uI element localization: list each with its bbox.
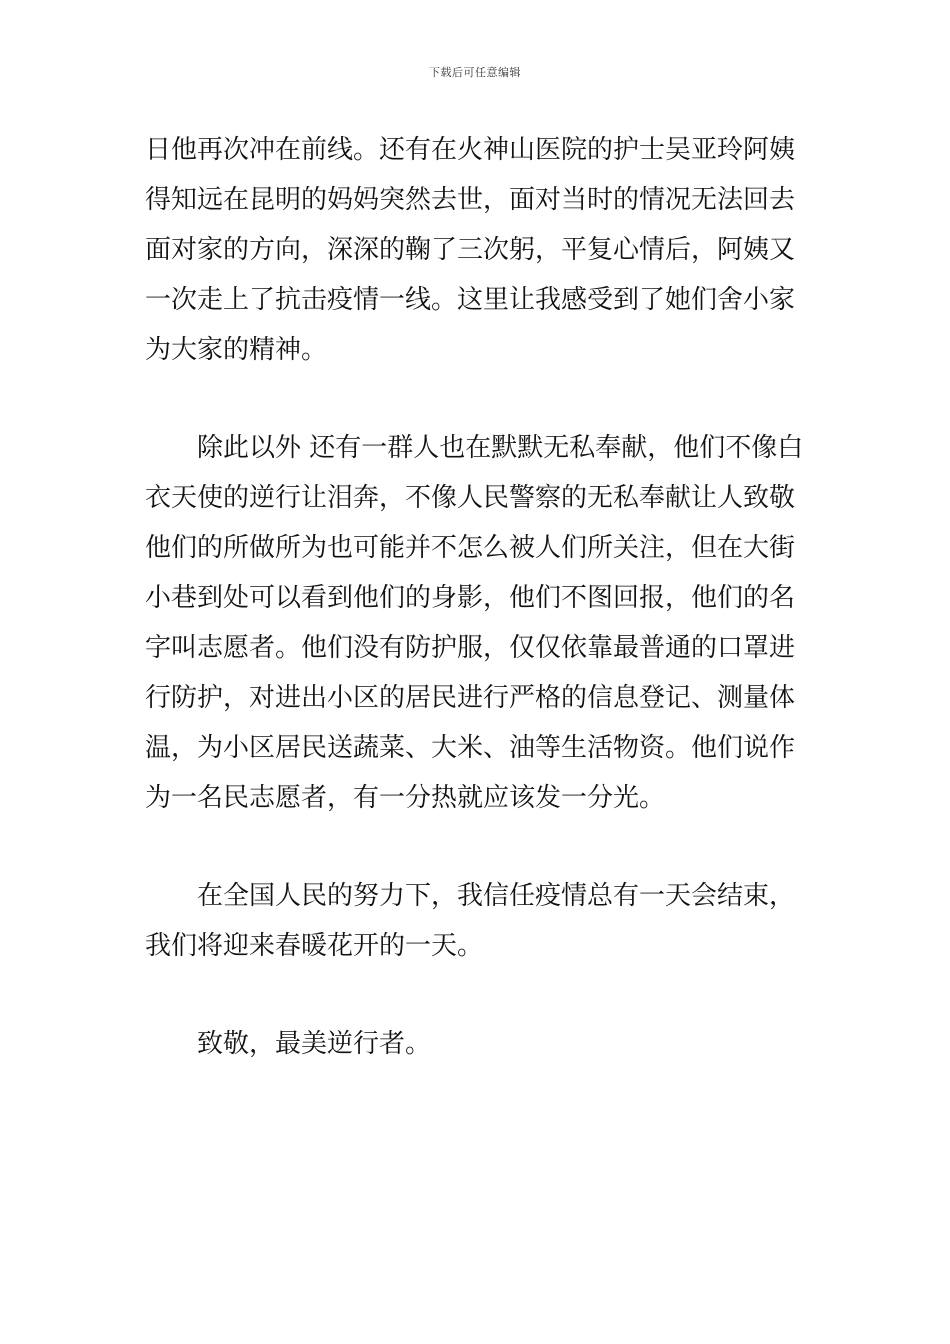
paragraph-line: 温，为小区居民送蔬菜、大米、油等生活物资。他们说作 xyxy=(145,733,796,763)
paragraph-line: 一次走上了抗击疫情一线。这里让我感受到了她们舍小家 xyxy=(145,285,796,315)
paragraph-line: 衣天使的逆行让泪奔，不像人民警察的无私奉献让人致敬 xyxy=(145,483,796,513)
paragraph-line: 字叫志愿者。他们没有防护服，仅仅依靠最普通的口罩进 xyxy=(145,633,796,663)
paragraph-line: 除此以外 还有一群人也在默默无私奉献，他们不像白 xyxy=(197,433,804,463)
paragraph-line: 日他再次冲在前线。还有在火神山医院的护士吴亚玲阿姨 xyxy=(145,135,796,165)
paragraph-line: 为大家的精神。 xyxy=(145,335,328,365)
paragraph-line: 他们的所做所为也可能并不怎么被人们所关注，但在大街 xyxy=(145,533,796,563)
paragraph-line: 为一名民志愿者，有一分热就应该发一分光。 xyxy=(145,783,666,813)
paragraph-line: 我们将迎来春暖花开的一天。 xyxy=(145,931,484,961)
header-note: 下载后可任意编辑 xyxy=(429,66,521,79)
paragraph-line: 在全国人民的努力下，我信任疫情总有一天会结束， xyxy=(197,881,796,911)
paragraph-line: 小巷到处可以看到他们的身影，他们不图回报，他们的名 xyxy=(145,583,796,613)
paragraph-line: 面对家的方向，深深的鞠了三次躬，平复心情后，阿姨又 xyxy=(145,235,796,265)
paragraph-line: 致敬，最美逆行者。 xyxy=(197,1029,432,1059)
paragraph-line: 行防护，对进出小区的居民进行严格的信息登记、测量体 xyxy=(145,683,796,713)
paragraph-line: 得知远在昆明的妈妈突然去世，面对当时的情况无法回去 xyxy=(145,185,796,215)
